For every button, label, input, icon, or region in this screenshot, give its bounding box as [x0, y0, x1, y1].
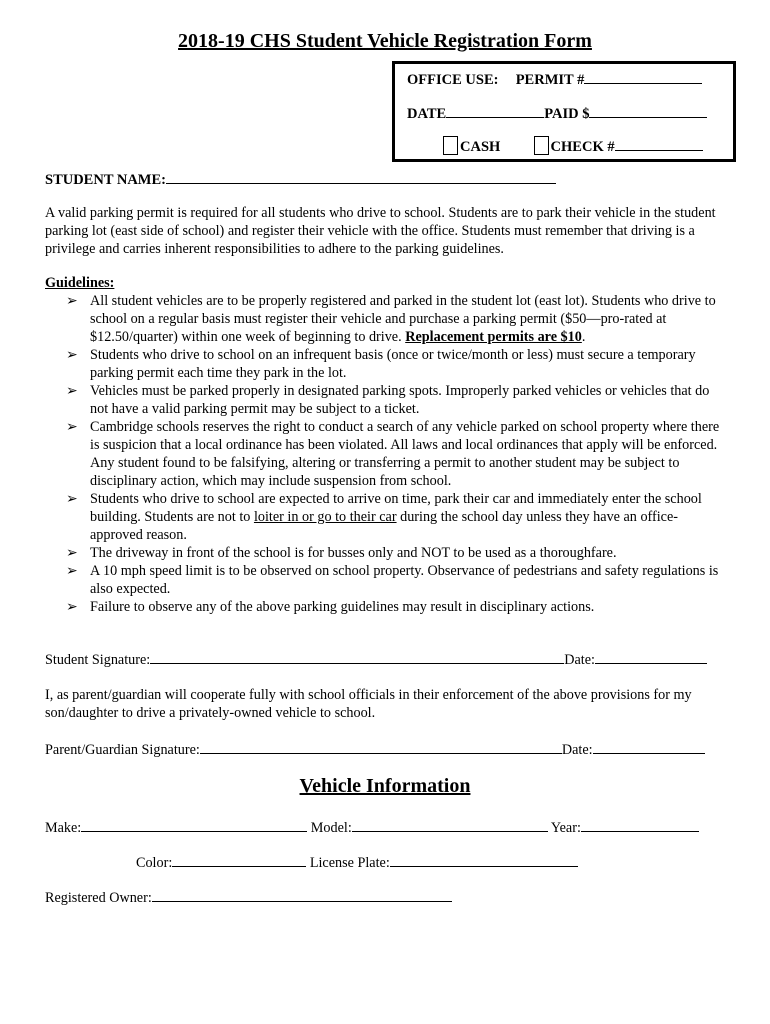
model-field[interactable] — [352, 818, 548, 832]
student-name-label: STUDENT NAME: — [45, 172, 166, 188]
parent-signature-field[interactable] — [200, 740, 562, 754]
vehicle-row-1 — [45, 818, 699, 837]
student-name-row — [45, 170, 556, 189]
paid-label: PAID $ — [544, 106, 590, 122]
vehicle-row-3 — [45, 888, 452, 907]
bullet-arrow-icon: ➢ — [66, 491, 78, 507]
bullet-arrow-icon: ➢ — [66, 293, 78, 309]
vehicle-row-2 — [136, 853, 578, 872]
bullet-arrow-icon: ➢ — [66, 347, 78, 363]
student-name-field[interactable] — [166, 170, 556, 184]
vehicle-info-title: Vehicle Information — [299, 775, 471, 797]
guideline-text-end: . — [581, 329, 586, 345]
office-use-label: OFFICE USE: — [407, 72, 499, 88]
list-item — [66, 544, 726, 562]
guidelines-list — [66, 292, 726, 616]
parent-signature-label: Parent/Guardian Signature: — [45, 742, 200, 758]
loiter-note: loiter in or go to their car — [253, 509, 397, 525]
guideline-text: All student vehicles are to be properly registered and parked in the student lot (east lot). Students who drive to school on a regular basis must register their vehicle and purchase a parking permit ($50—pro-rated at $12.50/quarter) within one week of beginning to drive. — [90, 293, 716, 345]
guideline-text: Failure to observe any of the above parking guidelines may result in disciplinary actions. — [90, 599, 595, 615]
student-signature-field[interactable] — [150, 650, 564, 664]
student-signature-label: Student Signature: — [45, 652, 151, 668]
guideline-text: Students who drive to school on an infrequent basis (once or twice/month or less) must secure a temporary parking permit each time they park in the lot. — [90, 347, 696, 381]
parent-statement: I, as parent/guardian will cooperate fully with school officials in their enforcement of the above provisions for my son/daughter to drive a privately-owned vehicle to school. — [45, 687, 692, 721]
guideline-text: A 10 mph speed limit is to be observed on school property. Observance of pedestrians and safety regulations is also expected. — [90, 563, 719, 597]
student-signature-row — [45, 650, 707, 669]
office-use-row-1 — [407, 70, 702, 89]
replacement-permit-note: Replacement permits are $10 — [405, 329, 582, 345]
make-field[interactable] — [81, 818, 307, 832]
check-label: CHECK # — [550, 139, 615, 155]
list-item — [66, 292, 726, 346]
parent-signature-row — [45, 740, 705, 759]
office-use-row-3 — [443, 136, 703, 156]
permit-field[interactable] — [584, 70, 702, 84]
year-label: Year: — [550, 820, 581, 836]
check-number-field[interactable] — [615, 137, 703, 151]
parent-date-field[interactable] — [593, 740, 705, 754]
check-checkbox[interactable] — [534, 136, 549, 155]
model-label: Model: — [310, 820, 352, 836]
cash-checkbox[interactable] — [443, 136, 458, 155]
registered-owner-field[interactable] — [152, 888, 452, 902]
license-plate-label: License Plate: — [309, 855, 390, 871]
list-item — [66, 382, 726, 418]
paid-field[interactable] — [589, 104, 707, 118]
list-item — [66, 418, 726, 490]
license-plate-field[interactable] — [390, 853, 578, 867]
student-date-label: Date: — [564, 652, 595, 668]
bullet-arrow-icon: ➢ — [66, 599, 78, 615]
guideline-text: Students who drive to school are expected to arrive on time, park their car and immediately enter the school building. Students are not to — [90, 491, 702, 525]
bullet-arrow-icon: ➢ — [66, 419, 78, 435]
intro-paragraph: A valid parking permit is required for all students who drive to school. Students are to park their vehicle in the student parking lot (east side of school) and register their vehicle with the office. Students must remember that driving is a privilege and carries inherent responsibilities to adhere to the parking guidelines. — [45, 205, 716, 257]
registered-owner-label: Registered Owner: — [45, 890, 152, 906]
bullet-arrow-icon: ➢ — [66, 383, 78, 399]
guideline-text: The driveway in front of the school is for busses only and NOT to be used as a thoroughfare. — [90, 545, 617, 561]
bullet-arrow-icon: ➢ — [66, 563, 78, 579]
guideline-text: Cambridge schools reserves the right to conduct a search of any vehicle parked on school property where there is suspicion that a local ordinance has been violated. All laws and local ordinances that apply will be enforced. Any student found to be falsifying, altering or transferring a permit to another student may be subject to disciplinary action, which may include suspension from school. — [90, 419, 720, 489]
list-item — [66, 562, 726, 598]
color-field[interactable] — [172, 853, 306, 867]
student-date-field[interactable] — [595, 650, 707, 664]
guidelines-heading: Guidelines: — [45, 275, 115, 291]
date-office-field[interactable] — [446, 104, 544, 118]
make-label: Make: — [45, 820, 82, 836]
cash-label: CASH — [460, 139, 501, 155]
color-label: Color: — [136, 855, 173, 871]
office-use-row-2 — [407, 104, 707, 123]
list-item — [66, 346, 726, 382]
year-field[interactable] — [581, 818, 699, 832]
date-office-label: DATE — [407, 106, 447, 122]
office-use-box — [392, 61, 736, 162]
guideline-text: Vehicles must be parked properly in designated parking spots. Improperly parked vehicles or vehicles that do not have a valid parking permit may be subject to a ticket. — [90, 383, 710, 417]
bullet-arrow-icon: ➢ — [66, 545, 78, 561]
permit-label: PERMIT # — [515, 72, 585, 88]
guideline-text-end: during the school day unless they have an office-approved reason. — [90, 509, 678, 543]
list-item — [66, 598, 726, 616]
parent-date-label: Date: — [561, 742, 593, 758]
form-title: 2018-19 CHS Student Vehicle Registration Form — [178, 30, 592, 52]
list-item — [66, 490, 726, 544]
